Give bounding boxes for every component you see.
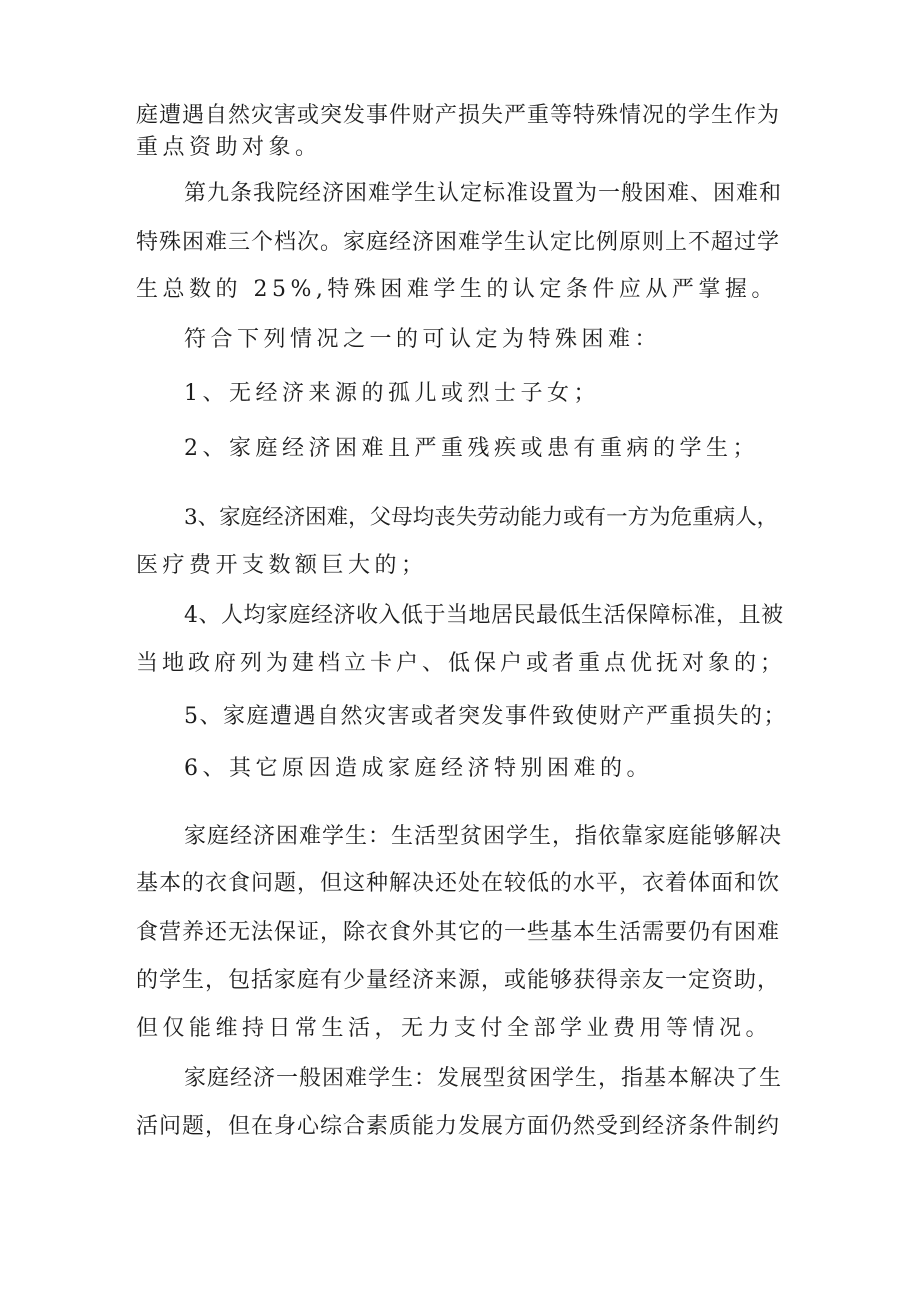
text-line: 庭遭遇自然灾害或突发事件财产损失严重等特殊情况的学生作为 bbox=[136, 103, 781, 128]
text-line: 但仅能维持日常生活，无力支付全部学业费用等情况。 bbox=[136, 1016, 773, 1041]
text-line: 符合下列情况之一的可认定为特殊困难： bbox=[184, 327, 662, 352]
text-line: 家庭经济困难学生：生活型贫困学生，指依靠家庭能够解决 bbox=[184, 824, 783, 849]
text-line: 活问题，但在身心综合素质能力发展方面仍然受到经济条件制约 bbox=[136, 1114, 781, 1139]
text-line: 第九条我院经济困难学生认定标准设置为一般困难、困难和 bbox=[184, 181, 783, 206]
text-line: 重点资助对象。 bbox=[136, 135, 322, 160]
text-line: 特殊困难三个档次。家庭经济困难学生认定比例原则上不超过学 bbox=[136, 230, 781, 255]
text-line: 食营养还无法保证，除衣食外其它的一些基本生活需要仍有困难 bbox=[136, 920, 781, 945]
text-line: 基本的衣食问题，但这种解决还处在较低的水平，衣着体面和饮 bbox=[136, 871, 781, 896]
text-line: 的学生，包括家庭有少量经济来源，或能够获得亲友一定资助， bbox=[136, 968, 781, 993]
text-line: 当地政府列为建档立卡户、低保户或者重点优抚对象的； bbox=[136, 651, 787, 676]
text-line: 家庭经济一般困难学生：发展型贫困学生，指基本解决了生 bbox=[184, 1066, 783, 1091]
list-item: 5、家庭遭遇自然灾害或者突发事件致使财产严重损失的； bbox=[184, 704, 787, 729]
list-item: 1、无经济来源的孤儿或烈士子女； bbox=[184, 381, 600, 406]
list-item: 4、人均家庭经济收入低于当地居民最低生活保障标准，且被 bbox=[184, 603, 784, 628]
text-line: 医疗费开支数额巨大的； bbox=[136, 553, 428, 578]
list-item: 2、家庭经济困难且严重残疾或患有重病的学生； bbox=[184, 436, 759, 461]
text-line: 生总数的 25%,特殊困难学生的认定条件应从严掌握。 bbox=[136, 277, 778, 302]
list-item: 3、家庭经济困难，父母均丧失劳动能力或有一方为危重病人， bbox=[184, 505, 779, 530]
list-item: 6、其它原因造成家庭经济特别困难的。 bbox=[184, 756, 653, 781]
